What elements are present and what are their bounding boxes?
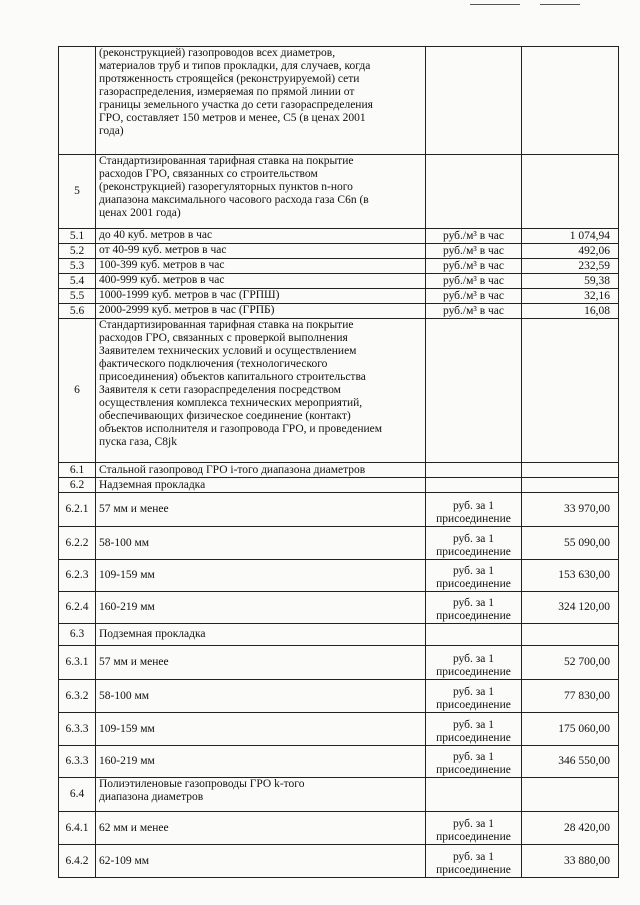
row-unit: руб./м³ в час <box>426 259 522 274</box>
row-unit <box>426 319 522 463</box>
row-value <box>522 778 619 812</box>
row-number: 6.2.2 <box>59 527 96 560</box>
row-description: 109-159 мм <box>96 713 426 746</box>
row-unit <box>426 155 522 229</box>
tariff-table-wrapper <box>58 46 618 878</box>
scan-mark <box>470 4 520 5</box>
row-number: 5.1 <box>59 229 96 244</box>
row-value: 33 970,00 <box>522 493 619 527</box>
row-value: 346 550,00 <box>522 746 619 778</box>
row-number: 5 <box>59 155 96 229</box>
row-description: 100-399 куб. метров в час <box>96 259 426 274</box>
table-row <box>59 478 619 493</box>
row-value: 77 830,00 <box>522 680 619 713</box>
table-row <box>59 244 619 259</box>
row-description: 2000-2999 куб. метров в час (ГРПБ) <box>96 304 426 319</box>
row-unit: руб./м³ в час <box>426 274 522 289</box>
row-value: 55 090,00 <box>522 527 619 560</box>
table-row <box>59 812 619 845</box>
table-row <box>59 560 619 592</box>
row-number: 6.3.1 <box>59 646 96 680</box>
row-unit: руб./м³ в час <box>426 289 522 304</box>
row-unit: руб./м³ в час <box>426 304 522 319</box>
row-value <box>522 463 619 478</box>
row-description: Подземная прокладка <box>96 624 426 646</box>
row-unit <box>426 47 522 155</box>
row-number: 6.3.3 <box>59 746 96 778</box>
row-number: 5.4 <box>59 274 96 289</box>
row-description: Стальной газопровод ГРО i-того диапазона диаметров <box>96 463 426 478</box>
row-value: 492,06 <box>522 244 619 259</box>
row-unit: руб./м³ в час <box>426 244 522 259</box>
row-number <box>59 47 96 155</box>
table-row <box>59 624 619 646</box>
row-number: 6.1 <box>59 463 96 478</box>
table-row <box>59 646 619 680</box>
row-description: 58-100 мм <box>96 527 426 560</box>
row-number: 6 <box>59 319 96 463</box>
row-number: 6.2.4 <box>59 592 96 624</box>
row-number: 6.3.3 <box>59 713 96 746</box>
row-description: (реконструкцией) газопроводов всех диаметров, материалов труб и типов прокладки, для случаев, когда протяженность строящейся (реконструируемой) сети газораспределения, измеряемая по прямой линии от границы земельного участка до сети газораспределения ГРО, составляет 150 метров и менее, С5 (в ценах 2001 года) <box>96 47 426 155</box>
row-unit: руб./м³ в час <box>426 229 522 244</box>
row-value <box>522 155 619 229</box>
row-unit <box>426 463 522 478</box>
row-description: от 40-99 куб. метров в час <box>96 244 426 259</box>
row-unit <box>426 624 522 646</box>
row-description: Полиэтиленовые газопроводы ГРО k-того диапазона диаметров <box>96 778 426 812</box>
row-value: 1 074,94 <box>522 229 619 244</box>
row-description: до 40 куб. метров в час <box>96 229 426 244</box>
table-row <box>59 274 619 289</box>
scan-mark <box>540 4 580 5</box>
row-description: 109-159 мм <box>96 560 426 592</box>
row-value <box>522 319 619 463</box>
row-description: 160-219 мм <box>96 592 426 624</box>
row-description: Стандартизированная тарифная ставка на покрытие расходов ГРО, связанных со строительством (реконструкцией) газорегуляторных пунктов n-ного диапазона максимального часового расхода газа С6n (в ценах 2001 года) <box>96 155 426 229</box>
table-body <box>59 155 619 878</box>
row-value: 33 880,00 <box>522 845 619 878</box>
row-value <box>522 47 619 155</box>
row-description: 57 мм и менее <box>96 493 426 527</box>
row-number: 6.2 <box>59 478 96 493</box>
table-row <box>59 845 619 878</box>
row-unit: руб. за 1 присоединение <box>426 845 522 878</box>
table-row <box>59 304 619 319</box>
table-row <box>59 259 619 274</box>
row-number: 5.3 <box>59 259 96 274</box>
row-unit <box>426 778 522 812</box>
row-description: 57 мм и менее <box>96 646 426 680</box>
row-value <box>522 478 619 493</box>
table-row <box>59 289 619 304</box>
table-row <box>59 778 619 812</box>
row-description: 400-999 куб. метров в час <box>96 274 426 289</box>
row-description: 1000-1999 куб. метров в час (ГРПШ) <box>96 289 426 304</box>
table-row <box>59 527 619 560</box>
row-number: 6.3.2 <box>59 680 96 713</box>
table-row <box>59 713 619 746</box>
row-value: 52 700,00 <box>522 646 619 680</box>
table-row <box>59 592 619 624</box>
row-unit: руб. за 1 присоединение <box>426 592 522 624</box>
row-unit: руб. за 1 присоединение <box>426 493 522 527</box>
row-description: 62-109 мм <box>96 845 426 878</box>
table-row <box>59 746 619 778</box>
row-value: 175 060,00 <box>522 713 619 746</box>
table-row <box>59 493 619 527</box>
row-description: Стандартизированная тарифная ставка на покрытие расходов ГРО, связанных с проверкой выполнения Заявителем технических условий и осуществлением фактического подключения (технологического присоединения) объектов капитального строительства Заявителя к сети газораспределения посредством осуществления комплекса технических мероприятий, обеспечивающих физическое соединение (контакт) объектов исполнителя и газопровода ГРО, и проведением пуска газа, С8jk <box>96 319 426 463</box>
row-number: 6.4.1 <box>59 812 96 845</box>
row-unit: руб. за 1 присоединение <box>426 560 522 592</box>
row-number: 6.2.3 <box>59 560 96 592</box>
row-unit: руб. за 1 присоединение <box>426 680 522 713</box>
table-row <box>59 463 619 478</box>
table-row <box>59 680 619 713</box>
row-value: 16,08 <box>522 304 619 319</box>
row-unit: руб. за 1 присоединение <box>426 646 522 680</box>
table-row <box>59 229 619 244</box>
table-row <box>59 155 619 229</box>
row-value: 153 630,00 <box>522 560 619 592</box>
row-value: 59,38 <box>522 274 619 289</box>
row-description: 58-100 мм <box>96 680 426 713</box>
row-description: Надземная прокладка <box>96 478 426 493</box>
table-row-continuation <box>59 47 619 155</box>
row-value: 232,59 <box>522 259 619 274</box>
row-unit: руб. за 1 присоединение <box>426 713 522 746</box>
row-value: 32,16 <box>522 289 619 304</box>
row-unit: руб. за 1 присоединение <box>426 527 522 560</box>
row-value <box>522 624 619 646</box>
table-row <box>59 319 619 463</box>
row-number: 5.6 <box>59 304 96 319</box>
row-unit: руб. за 1 присоединение <box>426 812 522 845</box>
row-description: 62 мм и менее <box>96 812 426 845</box>
row-number: 5.2 <box>59 244 96 259</box>
row-value: 324 120,00 <box>522 592 619 624</box>
row-unit <box>426 478 522 493</box>
row-number: 6.2.1 <box>59 493 96 527</box>
tariff-table <box>58 46 619 878</box>
row-number: 6.3 <box>59 624 96 646</box>
row-description: 160-219 мм <box>96 746 426 778</box>
row-number: 6.4.2 <box>59 845 96 878</box>
row-value: 28 420,00 <box>522 812 619 845</box>
row-number: 5.5 <box>59 289 96 304</box>
row-unit: руб. за 1 присоединение <box>426 746 522 778</box>
row-number: 6.4 <box>59 778 96 812</box>
